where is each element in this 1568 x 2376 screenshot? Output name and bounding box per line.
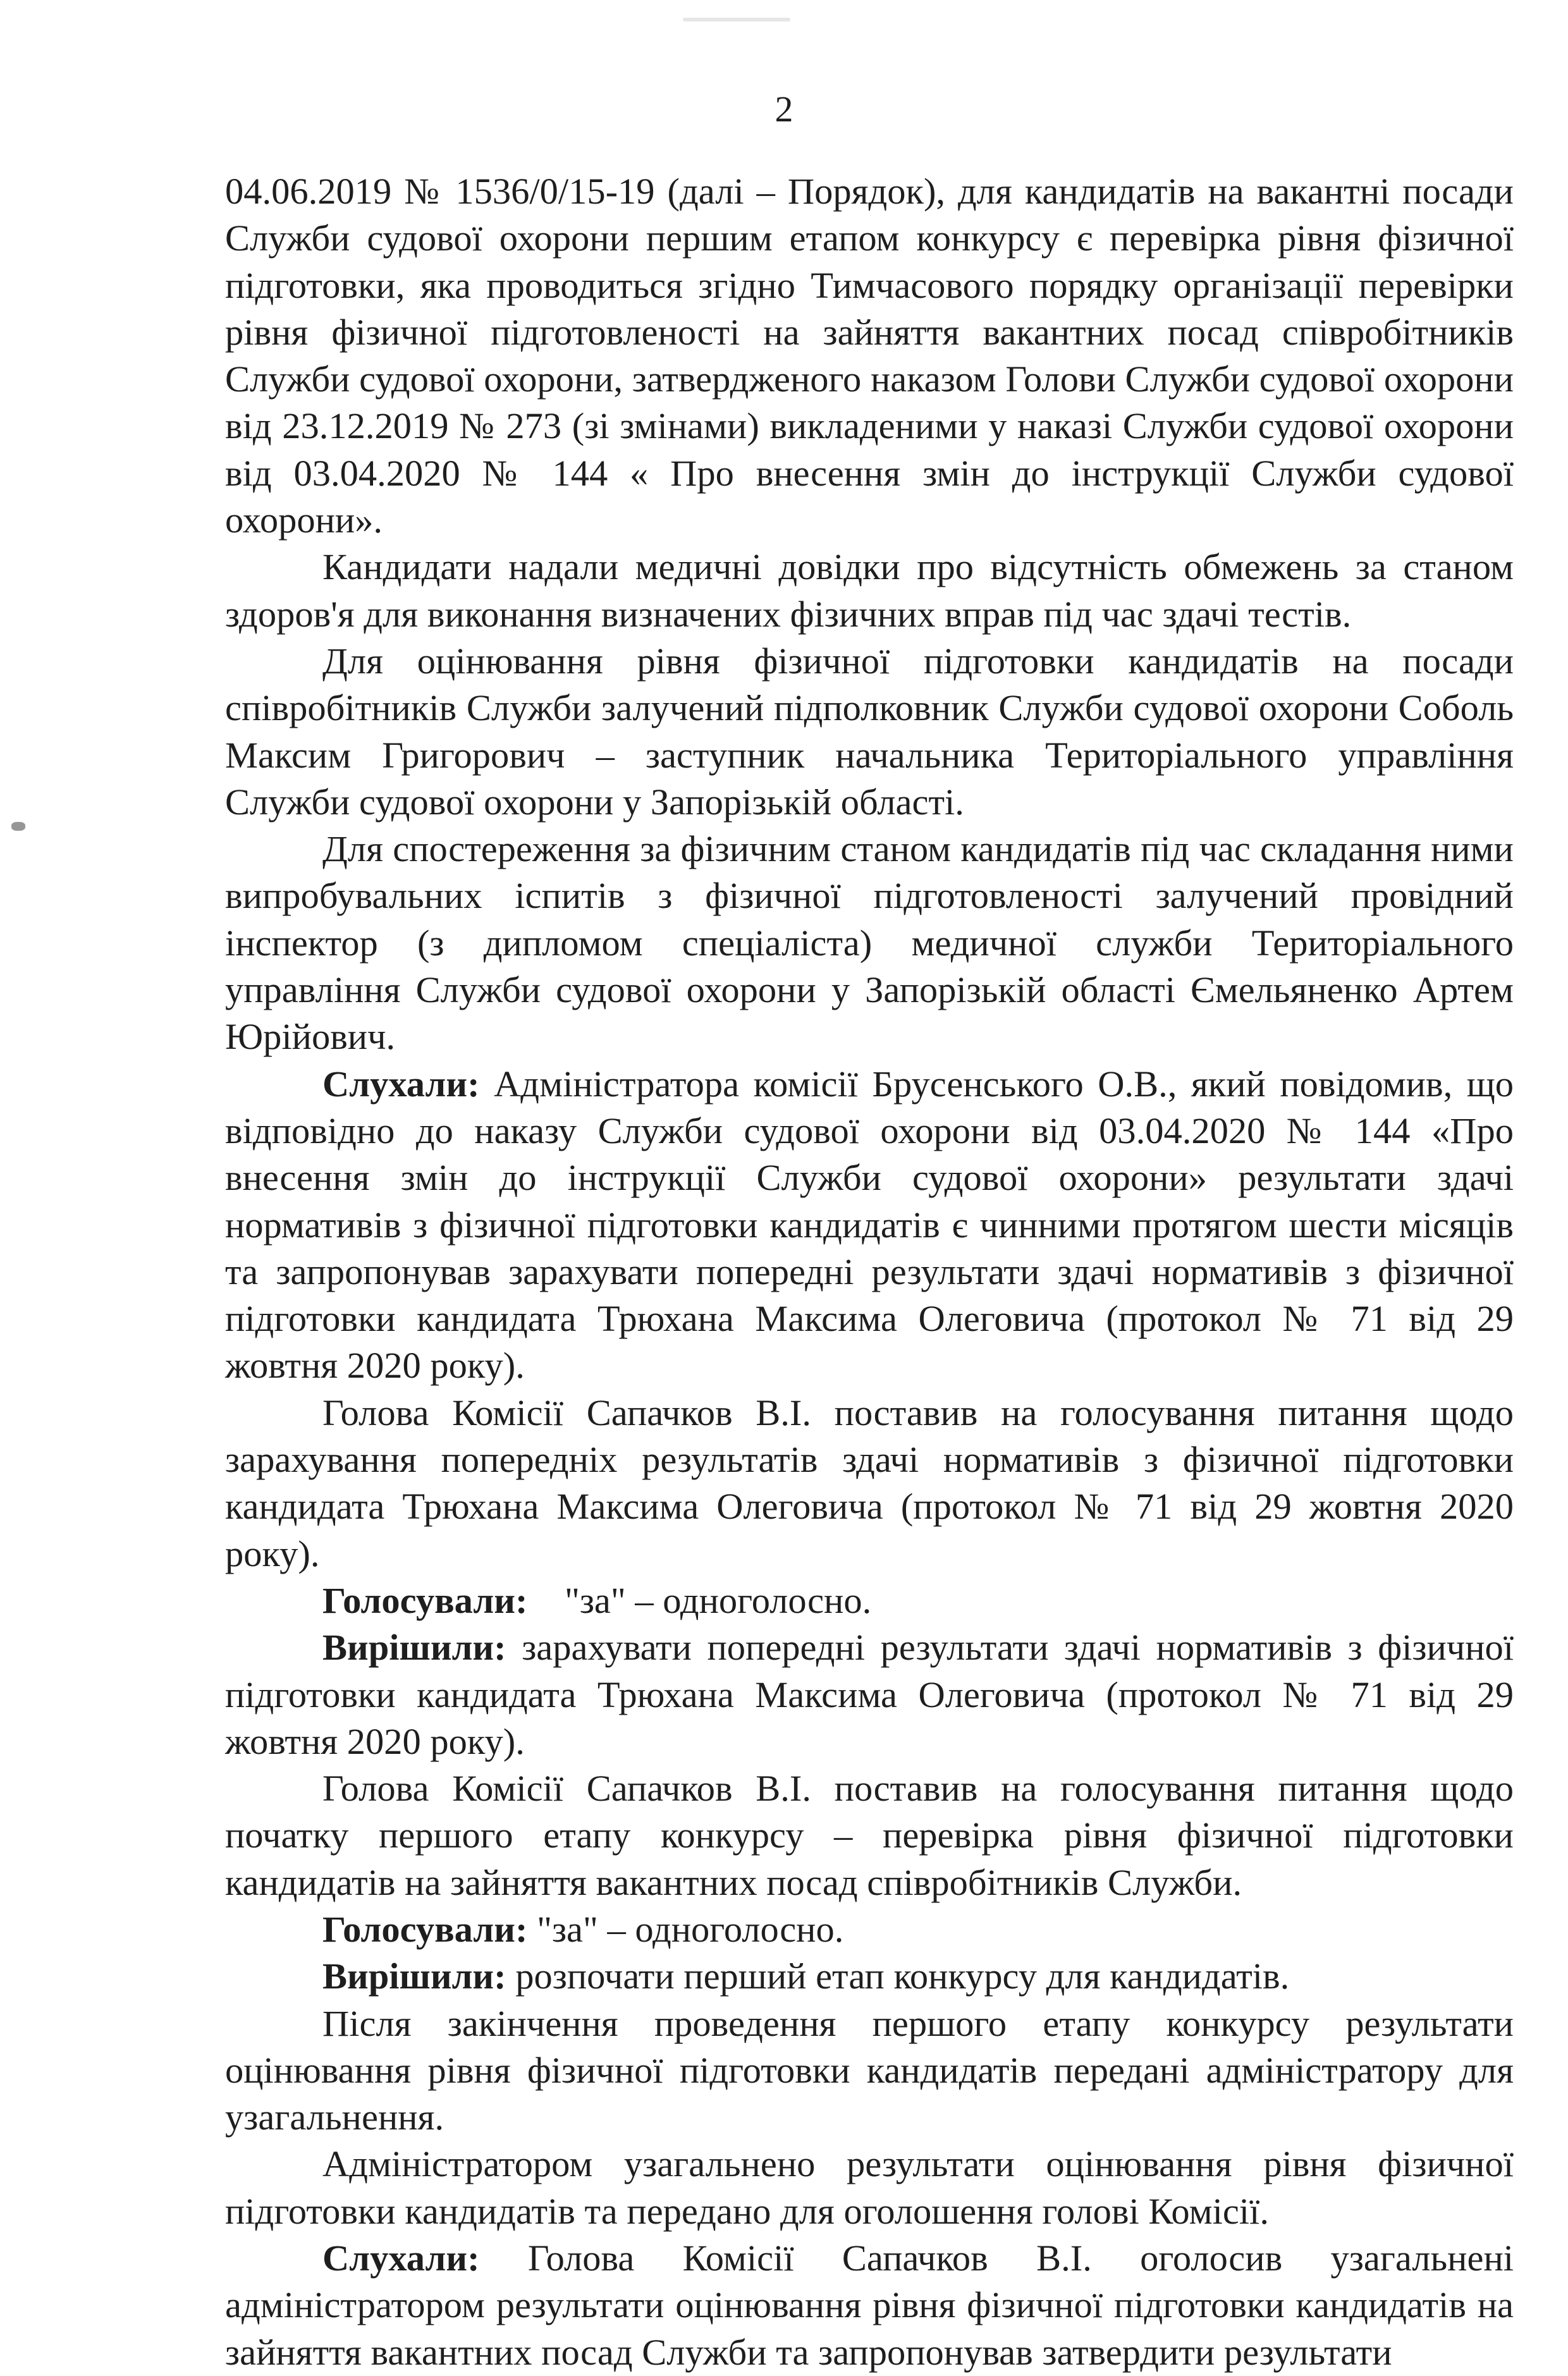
paragraph-text: Голова Комісії Сапачков В.І. оголосив узагальнені адміністратором результати оцінювання рівня фізичної підготовки кандидатів на зайняття вакантних посад Служби та запропонував затвердити результати (225, 2238, 1514, 2373)
paragraph (225, 168, 1514, 544)
paragraph-text: Кандидати надали медичні довідки про відсутність обмежень за станом здоров'я для виконання визначених фізичних вправ під час здачі тестів. (225, 546, 1514, 635)
paragraph (225, 1577, 1514, 1624)
paragraph (225, 1061, 1514, 1390)
paragraph (225, 2141, 1514, 2235)
paragraph (225, 638, 1514, 826)
paragraph-label: Слухали: (322, 1063, 480, 1105)
page-number: 2 (775, 89, 793, 130)
paragraph (225, 1765, 1514, 1906)
paragraph-label: Вирішили: (322, 1956, 506, 1997)
paragraph-text: "за" – одноголосно. (537, 1908, 844, 1950)
paragraph-text: Адміністратора комісії Брусенського О.В., який повідомив, що відповідно до наказу Служби судової охорони від 03.04.2020 № 144 «Про внесення змін до інструкції Служби судової охорони» результати здачі нормативів з фізичної підготовки кандидатів є чинними протягом шести місяців та запропонував зарахувати попередні результати здачі нормативів з фізичної підготовки кандидата Трюхана Максима Олеговича (протокол № 71 від 29 жовтня 2020 року). (225, 1063, 1514, 1387)
paragraph-label: Голосували: (322, 1579, 528, 1621)
paragraph (225, 1624, 1514, 1765)
paragraph-label: Вирішили: (322, 1627, 506, 1669)
paragraph-text: Для спостереження за фізичним станом кандидатів під час складання ними випробувальних іспитів з фізичної підготовленості залучений провідний інспектор (з дипломом спеціаліста) медичної служби Територіального управління Служби судової охорони у Запорізькій області Ємельяненко Артем Юрійович. (225, 828, 1514, 1058)
paragraph-text: Адміністратором узагальнено результати оцінювання рівня фізичної підготовки кандидатів та передано для оголошення голові Комісії. (225, 2143, 1514, 2232)
paragraph (225, 1390, 1514, 1577)
paragraph (225, 1906, 1514, 1953)
paragraph (225, 1953, 1514, 2000)
paragraph-text: "за" – одноголосно. (537, 1579, 872, 1621)
paragraph (225, 2235, 1514, 2376)
paragraph (225, 544, 1514, 638)
document-body (225, 168, 1514, 2376)
paragraph (225, 826, 1514, 1060)
paragraph-text: розпочати перший етап конкурсу для кандидатів. (515, 1956, 1290, 1997)
paragraph (225, 2000, 1514, 2141)
paragraph-text: Голова Комісії Сапачков В.І. поставив на голосування питання щодо зарахування попередніх результатів здачі нормативів з фізичної підготовки кандидата Трюхана Максима Олеговича (протокол № 71 від 29 жовтня 2020 року). (225, 1392, 1514, 1574)
paragraph-label: Слухали: (322, 2238, 480, 2279)
paragraph-text: Голова Комісії Сапачков В.І. поставив на голосування питання щодо початку першого етапу конкурсу – перевірка рівня фізичної підготовки кандидатів на зайняття вакантних посад співробітників Служби. (225, 1768, 1514, 1903)
paragraph-text: Після закінчення проведення першого етапу конкурсу результати оцінювання рівня фізичної підготовки кандидатів передані адміністратору для узагальнення. (225, 2002, 1514, 2138)
paragraph-text: Для оцінювання рівня фізичної підготовки кандидатів на посади співробітників Служби залучений підполковник Служби судової охорони Соболь Максим Григорович – заступник начальника Територіального управління Служби судової охорони у Запорізькій області. (225, 640, 1514, 823)
paragraph-text: 04.06.2019 № 1536/0/15-19 (далі – Порядок), для кандидатів на вакантні посади Служби судової охорони першим етапом конкурсу є перевірка рівня фізичної підготовки, яка проводиться згідно Тимчасового порядку організації перевірки рівня фізичної підготовленості на зайняття вакантних посад співробітників Служби судової охорони, затвердженого наказом Голови Служби судової охорони від 23.12.2019 № 273 (зі змінами) викладеними у наказі Служби судової охорони від 03.04.2020 № 144 « Про внесення змін до інструкції Служби судової охорони». (225, 171, 1514, 541)
hole-punch-mark (11, 822, 25, 831)
paragraph-text: зарахувати попередні результати здачі нормативів з фізичної підготовки кандидата Трюхана Максима Олеговича (протокол № 71 від 29 жовтня 2020 року). (225, 1627, 1514, 1762)
paragraph-label: Голосували: (322, 1908, 528, 1950)
scan-smudge (683, 18, 790, 21)
